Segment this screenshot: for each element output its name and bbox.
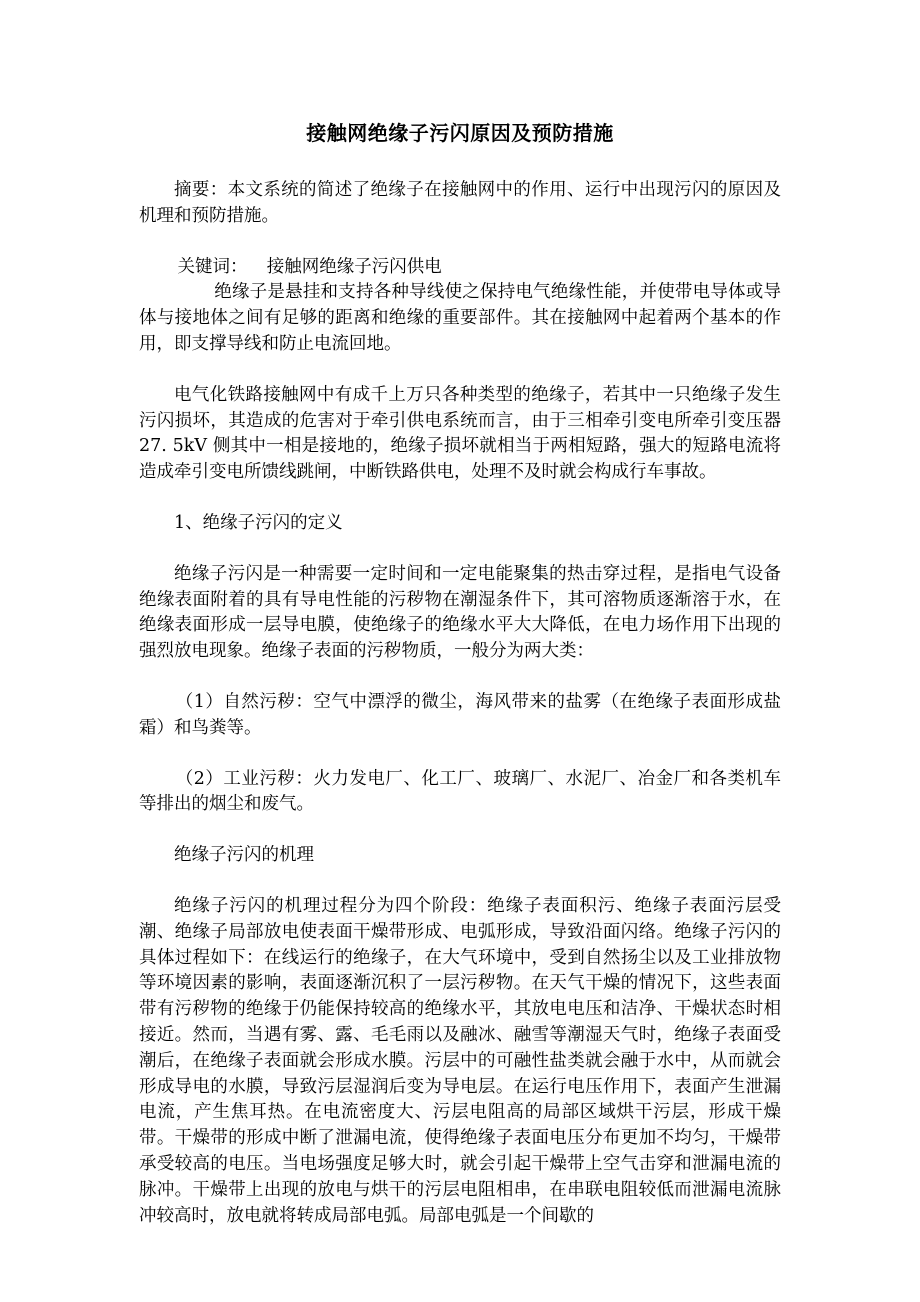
body-paragraph-2: 电气化铁路接触网中有成千上万只各种类型的绝缘子，若其中一只绝缘子发生污闪损坏，其造成的危害对于牵引供电系统而言，由于三相牵引变电所牵引变压器 27. 5kV 侧其中一相是接地的，绝缘子损坏就相当于两相短路，强大的短路电流将造成牵引变电所馈线跳闸，中断铁路供电，处理不及时就会构成行车事故。 [139, 384, 781, 483]
document-title: 接触网绝缘子污闪原因及预防措施 [306, 121, 614, 145]
body-paragraph-1: 绝缘子是悬挂和支持各种导线使之保持电气绝缘性能，并使带电导体或导体与接地体之间有足够的距离和绝缘的重要部件。其在接触网中起着两个基本的作用，即支撑导线和防止电流回地。 [139, 282, 781, 354]
keywords-line [139, 255, 781, 281]
section-2-heading: 绝缘子污闪的机理 [174, 845, 314, 866]
section-1-heading: 1、绝缘子污闪的定义 [174, 512, 343, 533]
keywords-label: 关键词： [177, 256, 248, 277]
list-item-natural-pollution: （1）自然污秽：空气中漂浮的微尘，海风带来的盐雾（在绝缘子表面形成盐霜）和鸟粪等。 [139, 691, 781, 738]
list-item-industrial-pollution: （2）工业污秽：火力发电厂、化工厂、玻璃厂、水泥厂、冶金厂和各类机车等排出的烟尘和废气。 [139, 768, 781, 815]
section-1-body: 绝缘子污闪是一种需要一定时间和一定电能聚集的热击穿过程，是指电气设备绝缘表面附着的具有导电性能的污秽物在潮湿条件下，其可溶物质逐渐溶于水，在绝缘表面形成一层导电膜，使绝缘子的绝缘水平大大降低，在电力场作用下出现的强烈放电现象。绝缘子表面的污秽物质，一般分为两大类： [139, 563, 781, 662]
abstract-paragraph: 摘要：本文系统的简述了绝缘子在接触网中的作用、运行中出现污闪的原因及机理和预防措施。 [139, 180, 781, 226]
keywords-value: 接触网绝缘子污闪供电 [266, 256, 442, 277]
section-2-body: 绝缘子污闪的机理过程分为四个阶段：绝缘子表面积污、绝缘子表面污层受潮、绝缘子局部放电使表面干燥带形成、电弧形成，导致沿面闪络。绝缘子污闪的具体过程如下：在线运行的绝缘子，在大气环境中，受到自然扬尘以及工业排放物等环境因素的影响，表面逐渐沉积了一层污秽物。在天气干燥的情况下，这些表面带有污秽物的绝缘于仍能保持较高的绝缘水平，其放电电压和洁净、干燥状态时相接近。然而，当遇有雾、露、毛毛雨以及融冰、融雪等潮湿天气时，绝缘子表面受潮后，在绝缘子表面就会形成水膜。污层中的可融性盐类就会融于水中，从而就会形成导电的水膜，导致污层湿润后变为导电层。在运行电压作用下，表面产生泄漏电流，产生焦耳热。在电流密度大、污层电阻高的局部区域烘干污层，形成干燥带。干燥带的形成中断了泄漏电流，使得绝缘子表面电压分布更加不均匀，干燥带承受较高的电压。当电场强度足够大时，就会引起干燥带上空气击穿和泄漏电流的脉冲。干燥带上出现的放电与烘干的污层电阻相串，在串联电阻较低而泄漏电流脉冲较高时，放电就将转成局部电弧。局部电弧是一个间歇的 [139, 895, 781, 1226]
document-page [139, 118, 781, 1229]
